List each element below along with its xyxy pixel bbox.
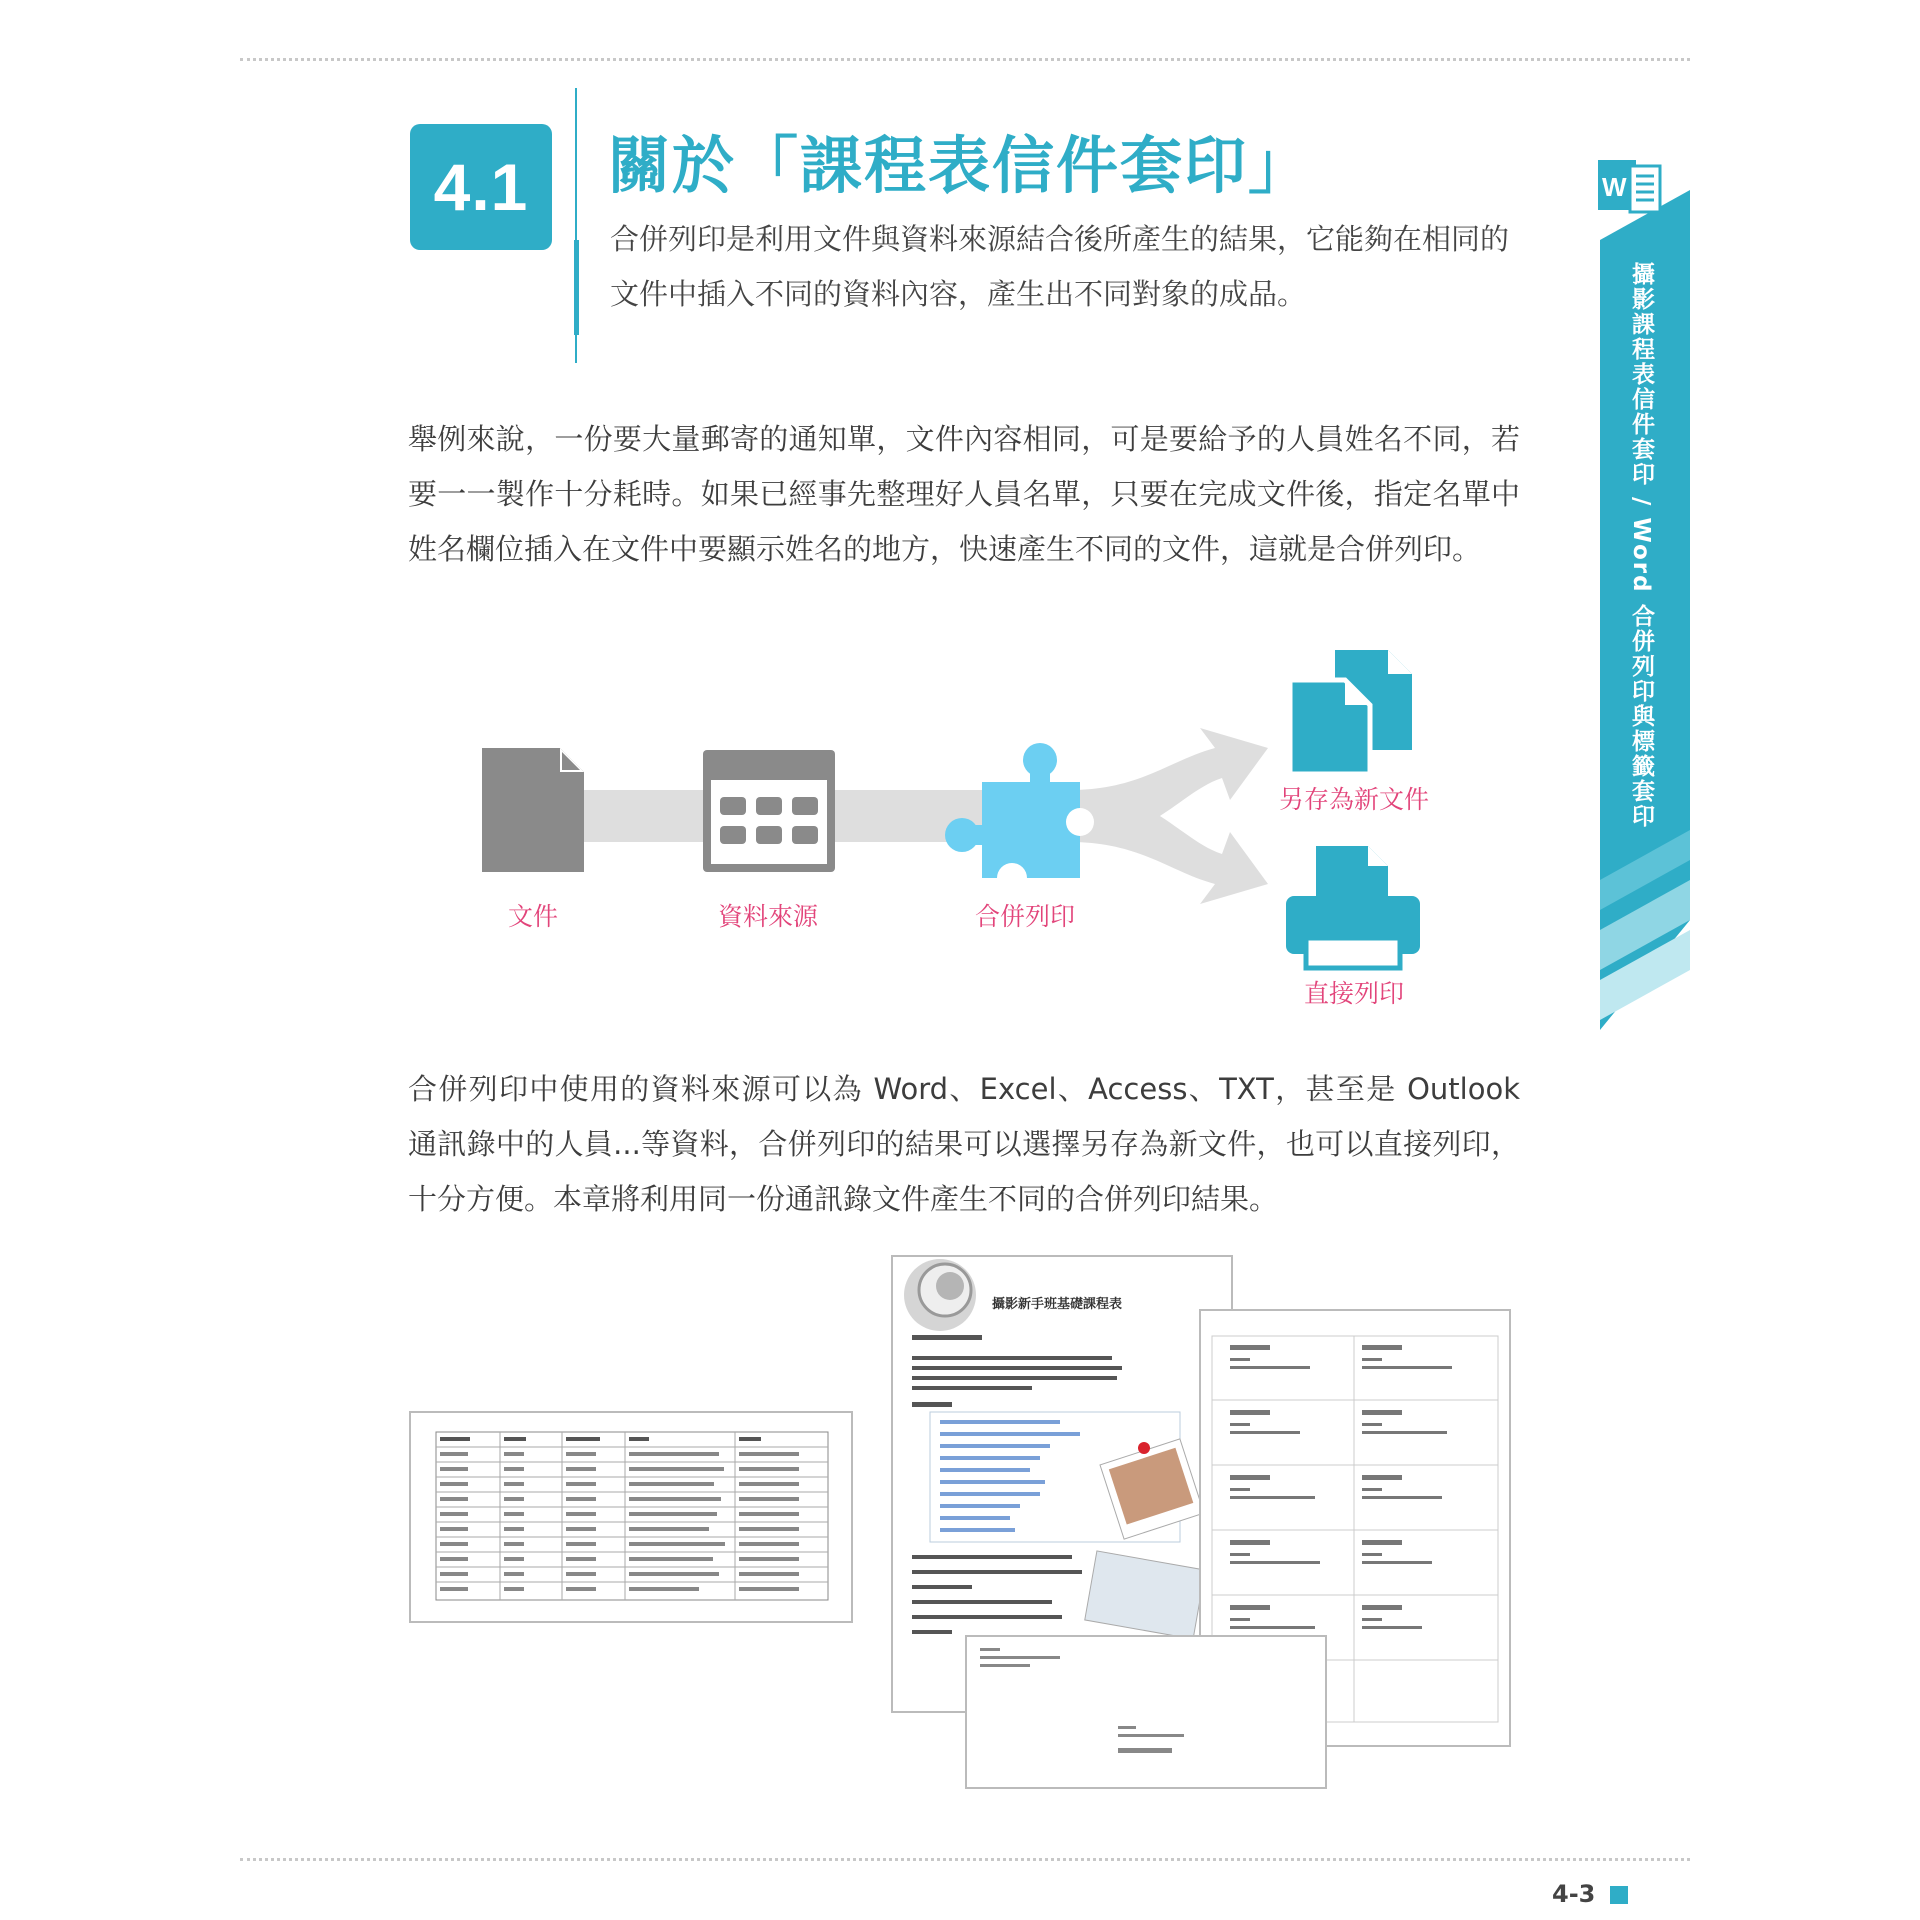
document-icon (482, 748, 584, 872)
paragraph-data-sources: 合併列印中使用的資料來源可以為 Word、Excel、Access、TXT，甚至是 Outlook 通訊錄中的人員...等資料，合併列印的結果可以選擇另存為新文件，也可以直接列印，十分方便。本章將利用同一份通訊錄文件產生不同的合併列印結果。 (408, 1072, 1520, 1216)
label-print-direct: 直接列印 (1303, 979, 1405, 1008)
schedule-title: 攝影新手班基礎課程表 (992, 1297, 1123, 1312)
page-number-marker (1610, 1886, 1628, 1904)
camera-lens-image (904, 1259, 976, 1331)
new-documents-icon (1290, 650, 1412, 774)
chapter-tab-label: 攝影課程表信件套印 / Word 合併列印與標籤套印 (1628, 262, 1654, 829)
section-title: 關於「課程表信件套印」 (608, 129, 1313, 202)
data-source-icon (703, 750, 835, 872)
paragraph-example: 舉例來說，一份要大量郵寄的通知單，文件內容相同，可是要給予的人員姓名不同，若要一一製作十分耗時。如果已經事先整理好人員名單，只要在完成文件後，指定名單中姓名欄位插入在文件中要顯示姓名的地方，快速產生不同的文件，這就是合併列印。 (408, 422, 1520, 566)
svg-text:W: W (1602, 172, 1627, 202)
section-number-badge: 4.1 (410, 124, 552, 250)
label-data-source: 資料來源 (717, 902, 819, 931)
sample-envelope-thumbnail (966, 1636, 1326, 1788)
printer-icon (1286, 846, 1420, 968)
label-document: 文件 (507, 902, 559, 931)
sample-spreadsheet-thumbnail (410, 1412, 852, 1622)
page-number: 4-3 (1552, 1880, 1596, 1908)
label-save-new-document: 另存為新文件 (1278, 785, 1430, 814)
label-mail-merge: 合併列印 (974, 902, 1076, 931)
section-intro: 合併列印是利用文件與資料來源結合後所產生的結果，它能夠在相同的文件中插入不同的資料內容，產生出不同對象的成品。 (610, 222, 1510, 311)
